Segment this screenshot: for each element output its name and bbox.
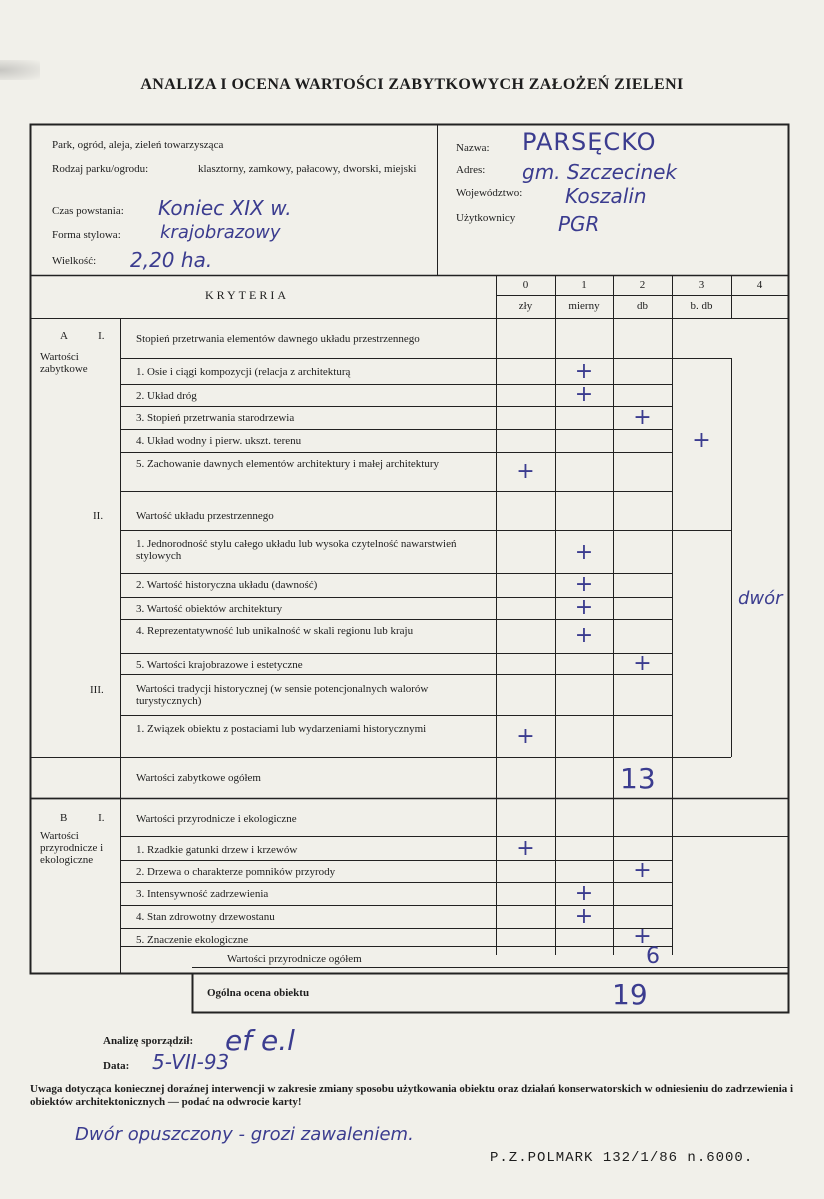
rating-mark: + — [574, 903, 594, 929]
forma-value: krajobrazowy — [160, 222, 281, 243]
rating-mark: + — [574, 880, 594, 906]
scale-word-2: db — [637, 300, 648, 312]
rodzaj-options: klasztorny, zamkowy, pałacowy, dworski, miejski — [198, 163, 417, 175]
criterion-row-label: 2. Wartość historyczna układu (dawność) — [136, 579, 318, 591]
criterion-row-label: 3. Stopień przetrwania starodrzewia — [136, 412, 295, 424]
section-a-code: A I. — [60, 330, 105, 342]
criterion-row-label: 3. Intensywność zadrzewienia — [136, 888, 269, 900]
rating-mark: + — [516, 724, 535, 749]
rating-mark: + — [633, 404, 652, 430]
park-type-label: Park, ogród, aleja, zieleń towarzysząca — [52, 139, 224, 151]
criterion-row-label: 1. Rzadkie gatunki drzew i krzewów — [136, 844, 298, 856]
heading-a-i: Stopień przetrwania elementów dawnego układu przestrzennego — [136, 333, 420, 345]
nazwa-label: Nazwa: — [456, 142, 490, 154]
rating-mark: + — [633, 924, 652, 949]
wielkosc-label: Wielkość: — [52, 255, 97, 267]
criterion-row-label: 4. Reprezentatywność lub unikalność w skali regionu lub kraju — [136, 625, 414, 637]
rating-mark: + — [574, 539, 594, 565]
forma-label: Forma stylowa: — [52, 229, 121, 241]
b-total-value: 6 — [646, 944, 660, 969]
rating-mark: + — [574, 623, 594, 648]
criterion-row-label: 2. Drzewa o charakterze pomników przyrody — [136, 866, 336, 878]
rating-mark: + — [574, 572, 594, 597]
nazwa-value: PARSĘCKO — [522, 128, 657, 156]
woj-label: Województwo: — [456, 187, 523, 199]
wielkosc-value: 2,20 ha. — [130, 248, 213, 272]
criterion-row-label: 2. Układ dróg — [136, 390, 197, 402]
col4-note: dwór — [738, 588, 783, 609]
scale-word-1: mierny — [568, 300, 600, 312]
criteria-label: KRYTERIA — [205, 288, 289, 302]
czas-label: Czas powstania: — [52, 205, 124, 217]
scale-num-3: 3 — [698, 279, 705, 291]
rating-mark: + — [692, 427, 711, 453]
criterion-row-label: 1. Jednorodność stylu całego układu lub wysoka czytelność nawarstwień stylowych — [136, 538, 457, 562]
criterion-row-label: 1. Osie i ciągi kompozycji (relacja z architekturą — [136, 366, 351, 378]
heading-a-ii: Wartość układu przestrzennego — [136, 510, 274, 522]
criterion-row-label: 1. Związek obiektu z postaciami lub wydarzeniami historycznymi — [136, 723, 427, 735]
overall-label: Ogólna ocena obiektu — [207, 987, 310, 999]
print-code: P.Z.POLMARK 132/1/86 n.6000. — [490, 1150, 754, 1166]
heading-a-iii: Wartości tradycji historycznej (w sensie potencjonalnych walorów turystycznych) — [136, 683, 429, 707]
a-total-label: Wartości zabytkowe ogółem — [136, 772, 261, 784]
footer-note: Uwaga dotycząca koniecznej doraźnej interwencji w zakresie zmiany sposobu użytkowania obiektu oraz działań konserwatorskich w odniesieniu do zadrzewienia i obiektów architektonicznych — podać na odwrocie karty! — [30, 1083, 794, 1108]
analiza-value: ef e.l — [225, 1024, 295, 1057]
rating-mark: + — [633, 650, 652, 676]
adres-label: Adres: — [456, 164, 486, 176]
criterion-row-label: 5. Zachowanie dawnych elementów architektury i małej architektury — [136, 458, 439, 470]
section-a-code-iii: III. — [90, 684, 104, 696]
overall-value: 19 — [612, 978, 648, 1011]
data-label: Data: — [103, 1060, 130, 1072]
section-a-code-ii: II. — [93, 510, 104, 522]
a-total-value: 13 — [620, 762, 656, 795]
scale-num-1: 1 — [581, 279, 587, 291]
adres-value: gm. Szczecinek — [522, 160, 677, 184]
rating-mark: + — [516, 458, 535, 484]
czas-value: Koniec XIX w. — [158, 196, 292, 220]
rating-mark: + — [574, 382, 594, 407]
criterion-row-label: 5. Wartości krajobrazowe i estetyczne — [136, 659, 303, 671]
uzytkownicy-label: Użytkownicy — [456, 212, 516, 224]
scale-num-0: 0 — [522, 279, 529, 291]
criterion-row-label: 3. Wartość obiektów architektury — [136, 603, 283, 615]
scale-num-4: 4 — [756, 279, 763, 291]
b-total-label: Wartości przyrodnicze ogółem — [227, 953, 362, 965]
section-b-name: Wartości przyrodnicze i ekologiczne — [40, 830, 104, 866]
rodzaj-label: Rodzaj parku/ogrodu: — [52, 163, 149, 175]
criterion-row-label: 4. Stan zdrowotny drzewostanu — [136, 911, 275, 923]
page-title: ANALIZA I OCENA WARTOŚCI ZABYTKOWYCH ZAŁOŻEŃ ZIELENI — [140, 76, 684, 93]
uzytkownicy-value: PGR — [558, 212, 600, 236]
criterion-row-label: 4. Układ wodny i pierw. ukszt. terenu — [136, 435, 302, 447]
rating-mark: + — [574, 595, 594, 620]
section-a-name: Wartości zabytkowe — [40, 351, 88, 375]
rating-mark: + — [574, 359, 594, 384]
woj-value: Koszalin — [565, 184, 647, 208]
scale-word-0: zły — [518, 300, 533, 312]
rating-mark: + — [633, 858, 652, 883]
analiza-label: Analizę sporządził: — [103, 1035, 194, 1047]
data-value: 5-VII-93 — [152, 1050, 230, 1074]
scale-word-3: b. db — [690, 300, 713, 312]
section-b-code: B I. — [60, 812, 105, 824]
handwritten-note: Dwór opuszczony - grozi zawaleniem. — [75, 1124, 414, 1145]
scale-num-2: 2 — [639, 279, 646, 291]
heading-b: Wartości przyrodnicze i ekologiczne — [136, 813, 297, 825]
criterion-row-label: 5. Znaczenie ekologiczne — [136, 934, 249, 946]
rating-mark: + — [516, 836, 535, 861]
